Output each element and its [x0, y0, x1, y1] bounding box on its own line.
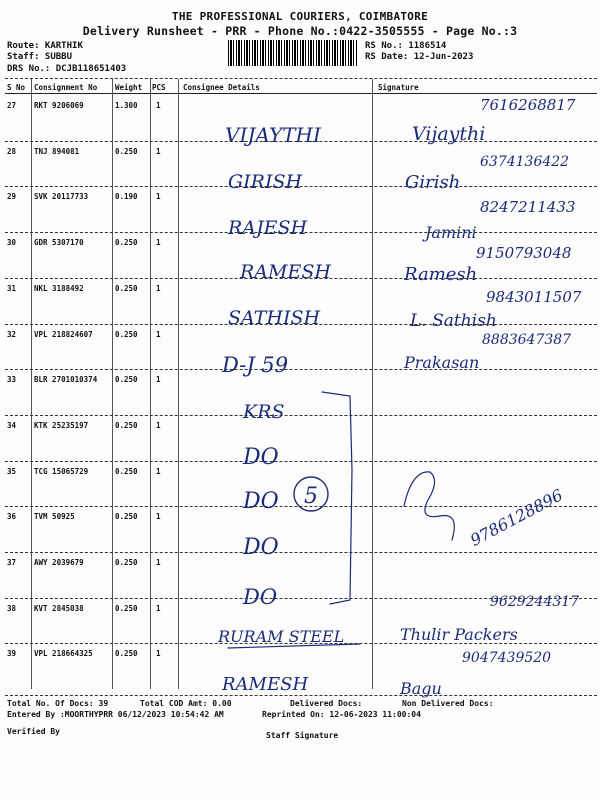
hw-phone: 9047439520: [462, 650, 552, 666]
hw-consignee: RURAM STEEL: [218, 627, 345, 646]
hw-bracket: [322, 392, 352, 604]
row-pcs: 1: [156, 329, 161, 339]
hw-signature: L. Sathish: [410, 311, 497, 331]
hw-signature: Thulir Packers: [400, 625, 518, 644]
hw-phone: 8247211433: [480, 198, 576, 216]
row-sno: 38: [7, 603, 17, 613]
row-pcs: 1: [156, 558, 161, 567]
company-title: THE PROFESSIONAL COURIERS, COIMBATORE: [171, 10, 429, 23]
reprinted-on: Reprinted On: 12-06-2023 11:00:04: [262, 710, 421, 719]
col-header-consignment: Consignment No: [34, 83, 98, 92]
hw-phone: 9843011507: [486, 288, 582, 306]
hw-signature: Jamini: [425, 223, 477, 242]
row-consignment: RKT 9206069: [34, 101, 84, 110]
row-sno: 28: [7, 146, 17, 156]
hw-consignee: VIJAYTHI: [225, 123, 321, 147]
delivered-docs: Delivered Docs:: [290, 699, 363, 708]
row-pcs: 1: [156, 101, 161, 110]
hw-phone: 9786128896: [467, 485, 566, 550]
row-weight: 0.250: [115, 420, 138, 430]
row-weight: 0.250: [115, 649, 138, 659]
row-consignment: NKL 3188492: [34, 283, 84, 293]
row-consignment: SVK 20117733: [34, 192, 89, 202]
hw-circled-number: 5: [304, 484, 318, 509]
row-pcs: 1: [156, 192, 161, 202]
col-header-sno: S No: [7, 83, 26, 92]
rs-date: RS Date: 12-Jun-2023: [365, 52, 474, 62]
row-consignment: BLR 2701010374: [34, 375, 98, 385]
row-weight: 0.250: [115, 238, 138, 248]
row-weight: 0.250: [115, 466, 138, 476]
row-pcs: 1: [156, 512, 161, 522]
row-consignment: KTK 25235197: [34, 420, 89, 430]
row-sno: 32: [7, 329, 17, 339]
hw-consignee: D-J 59: [222, 353, 289, 377]
row-sno: 39: [7, 649, 17, 659]
hw-consignee: SATHISH: [228, 307, 321, 329]
row-consignment: VPL 218824607: [34, 329, 93, 339]
row-consignment: TNJ 894081: [34, 146, 80, 156]
row-pcs: 1: [156, 375, 161, 385]
hw-consignee: RAMESH: [222, 674, 309, 695]
hw-signature: Vijaythi: [412, 123, 486, 145]
col-header-pcs: PCS: [152, 83, 166, 92]
row-weight: 1.300: [115, 101, 138, 110]
row-sno: 34: [7, 420, 17, 430]
verified-by: Verified By: [7, 727, 60, 736]
row-pcs: 1: [156, 146, 161, 156]
row-sno: 31: [7, 283, 17, 293]
row-pcs: 1: [156, 238, 161, 248]
entered-by: Entered By :MOORTHYPRR 06/12/2023 10:54:42 AM: [7, 710, 224, 719]
hw-consignee: DO: [243, 585, 278, 609]
row-weight: 0.250: [115, 329, 138, 339]
row-consignment: TCG 15065729: [34, 466, 89, 476]
hw-consignee: DO: [243, 489, 279, 514]
hw-scribble-signature: [404, 472, 454, 540]
row-consignment: AWY 2039679: [34, 558, 84, 567]
row-consignment: KVT 2845038: [34, 603, 84, 613]
runsheet-subtitle: Delivery Runsheet - PRR - Phone No.:0422-3505555 - Page No.:3: [82, 24, 518, 38]
hw-phone: 6374136422: [480, 154, 570, 170]
hw-signature: Bagu: [400, 679, 442, 698]
hw-consignee: RAJESH: [228, 217, 308, 239]
col-header-consignee: Consignee Details: [183, 83, 260, 92]
row-weight: 0.190: [115, 192, 138, 202]
row-sno: 37: [7, 558, 17, 567]
hw-phone: 7616268817: [480, 96, 576, 114]
row-pcs: 1: [156, 649, 161, 659]
row-sno: 35: [7, 466, 17, 476]
footer-rule: [5, 695, 597, 696]
col-header-signature: Signature: [378, 83, 419, 92]
row-consignment: VPL 218664325: [34, 649, 93, 659]
row-pcs: 1: [156, 420, 161, 430]
non-delivered-docs: Non Delivered Docs:: [402, 699, 494, 708]
row-sno: 29: [7, 192, 17, 202]
staff-label: Staff: SUBBU: [7, 52, 73, 62]
row-weight: 0.250: [115, 512, 138, 522]
total-docs: Total No. Of Docs: 39: [7, 699, 109, 708]
hw-consignee: DO: [243, 535, 279, 560]
total-cod: Total COD Amt: 0.00: [140, 699, 232, 708]
hw-consignee: KRS: [243, 401, 285, 423]
hw-signature: Girish: [405, 172, 461, 193]
drs-number: DRS No.: DCJB118651403: [7, 64, 127, 74]
hw-consignee: DO: [243, 445, 279, 470]
staff-signature: Staff Signature: [266, 731, 339, 740]
hw-signature: Prakasan: [404, 353, 480, 372]
row-weight: 0.250: [115, 146, 138, 156]
hw-phone: 8883647387: [482, 332, 572, 348]
row-sno: 33: [7, 375, 17, 385]
col-header-weight: Weight: [115, 83, 143, 92]
row-weight: 0.250: [115, 375, 138, 385]
row-weight: 0.250: [115, 283, 138, 293]
hw-consignee: GIRISH: [228, 171, 303, 193]
row-sno: 30: [7, 238, 17, 248]
row-pcs: 1: [156, 466, 161, 476]
row-consignment: GDR 5307170: [34, 238, 84, 248]
hw-consignee: RAMESH: [240, 261, 331, 283]
row-consignment: TVM 50925: [34, 512, 75, 522]
rs-number: RS No.: 1186514: [365, 41, 447, 51]
hw-phone: 9629244317: [490, 594, 580, 610]
row-weight: 0.250: [115, 603, 138, 613]
route-label: Route: KARTHIK: [7, 41, 83, 51]
hw-phone: 9150793048: [476, 244, 572, 262]
row-pcs: 1: [156, 283, 161, 293]
row-sno: 36: [7, 512, 17, 522]
row-pcs: 1: [156, 603, 161, 613]
row-weight: 0.250: [115, 558, 138, 567]
hw-signature: Ramesh: [404, 264, 478, 285]
row-sno: 27: [7, 101, 17, 110]
